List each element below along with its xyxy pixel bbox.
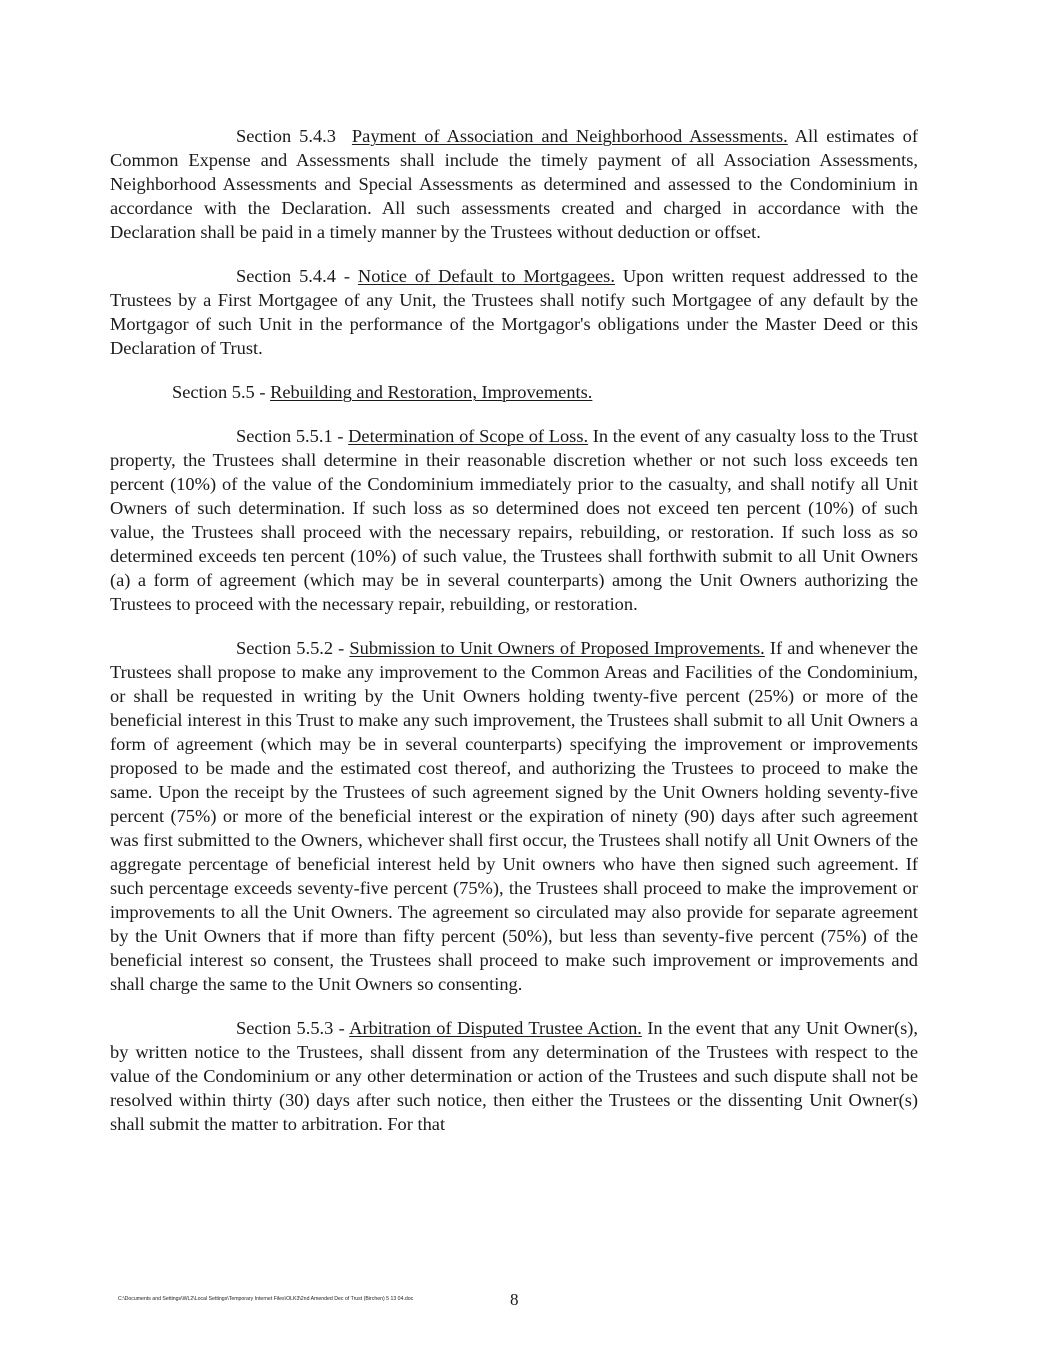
section-5-5-1 [110, 424, 918, 616]
section-title: Submission to Unit Owners of Proposed Improvements. [349, 638, 765, 658]
footer-file-path: C:\Documents and Settings\WL2\Local Settings\Temporary Internet Files\OLK3\2nd Amended Dec of Trust (Birchen) 5 13 04.doc [118, 1296, 414, 1302]
section-body: If and whenever the Trustees shall propose to make any improvement to the Common Areas and Facilities of the Condominium, or shall be requested in writing by the Unit Owners holding twenty-five percent (25%) or more of the beneficial interest in this Trust to make any such improvement, the Trustees shall submit to all Unit Owners a form of agreement (which may be in several counterparts) specifying the improvement or improvements proposed to be made and the estimated cost thereof, and authorizing the Trustees to proceed to make the same. Upon the receipt by the Trustees of such agreement signed by the Unit Owners holding seventy-five percent (75%) or more of the beneficial interest or the expiration of ninety (90) days after such agreement was first submitted to the Owners, whichever shall first occur, the Trustees shall notify all Unit Owners of the aggregate percentage of beneficial interest held by Unit owners who have then signed such agreement. If such percentage exceeds seventy-five percent (75%), the Trustees shall proceed to make the improvement or improvements to all the Unit Owners. The agreement so circulated may also provide for separate agreement by the Unit Owners that if more than fifty percent (50%), but less than seventy-five percent (75%) of the beneficial interest so consent, the Trustees shall proceed to make such improvement or improvements and shall charge the same to the Unit Owners so consenting. [110, 638, 918, 994]
section-5-5 [110, 380, 918, 404]
section-label: Section 5.4.3 [236, 126, 336, 146]
section-5-5-2 [110, 636, 918, 996]
section-label: Section 5.4.4 - [236, 266, 358, 286]
section-title: Determination of Scope of Loss. [348, 426, 589, 446]
section-label: Section 5.5.1 - [236, 426, 349, 446]
section-title: Payment of Association and Neighborhood Assessments. [351, 126, 788, 146]
page-footer [118, 1290, 918, 1314]
section-label: Section 5.5.2 - [236, 638, 350, 658]
section-label: Section 5.5.3 - [236, 1018, 350, 1038]
section-title: Notice of Default to Mortgagees. [357, 266, 615, 286]
section-5-4-4 [110, 264, 918, 360]
section-body: In the event that any Unit Owner(s), by written notice to the Trustees, shall dissent from any determination of the Trustees with respect to the value of the Condominium or any other determination or action of the Trustees and such dispute shall not be resolved within thirty (30) days after such notice, then either the Trustees or the dissenting Unit Owner(s) shall submit the matter to arbitration. For that [110, 1018, 918, 1134]
section-5-5-3 [110, 1016, 918, 1136]
page-number: 8 [510, 1290, 519, 1309]
section-body: In the event of any casualty loss to the Trust property, the Trustees shall determine in their reasonable discretion whether or not such loss exceeds ten percent (10%) of the value of the Condominium immediately prior to the casualty, and shall notify all Unit Owners of such determination. If such loss as so determined does not exceed ten percent (10%) of such value, the Trustees shall proceed with the necessary repairs, rebuilding, or restoration. If such loss as so determined exceeds ten percent (10%) of such value, the Trustees shall forthwith submit to all Unit Owners (a) a form of agreement (which may be in several counterparts) among the Unit Owners authorizing the Trustees to proceed with the necessary repair, rebuilding, or restoration. [110, 426, 918, 614]
section-separator [336, 126, 352, 146]
section-5-4-3 [110, 124, 918, 244]
section-title: Arbitration of Disputed Trustee Action. [349, 1018, 642, 1038]
section-title: Rebuilding and Restoration, Improvements. [270, 382, 593, 402]
document-page [110, 124, 918, 1136]
section-body: Upon written request addressed to the Trustees by a First Mortgagee of any Unit, the Trustees shall notify such Mortgagee of any default by the Mortgagor of such Unit in the performance of the Mortgagor's obligations under the Master Deed or this Declaration of Trust. [110, 266, 918, 358]
section-body: All estimates of Common Expense and Assessments shall include the timely payment of all Association Assessments, Neighborhood Assessments and Special Assessments as determined and assessed to the Condominium in accordance with the Declaration. All such assessments created and charged in accordance with the Declaration shall be paid in a timely manner by the Trustees without deduction or offset. [110, 126, 918, 242]
section-label: Section 5.5 - [172, 382, 271, 402]
